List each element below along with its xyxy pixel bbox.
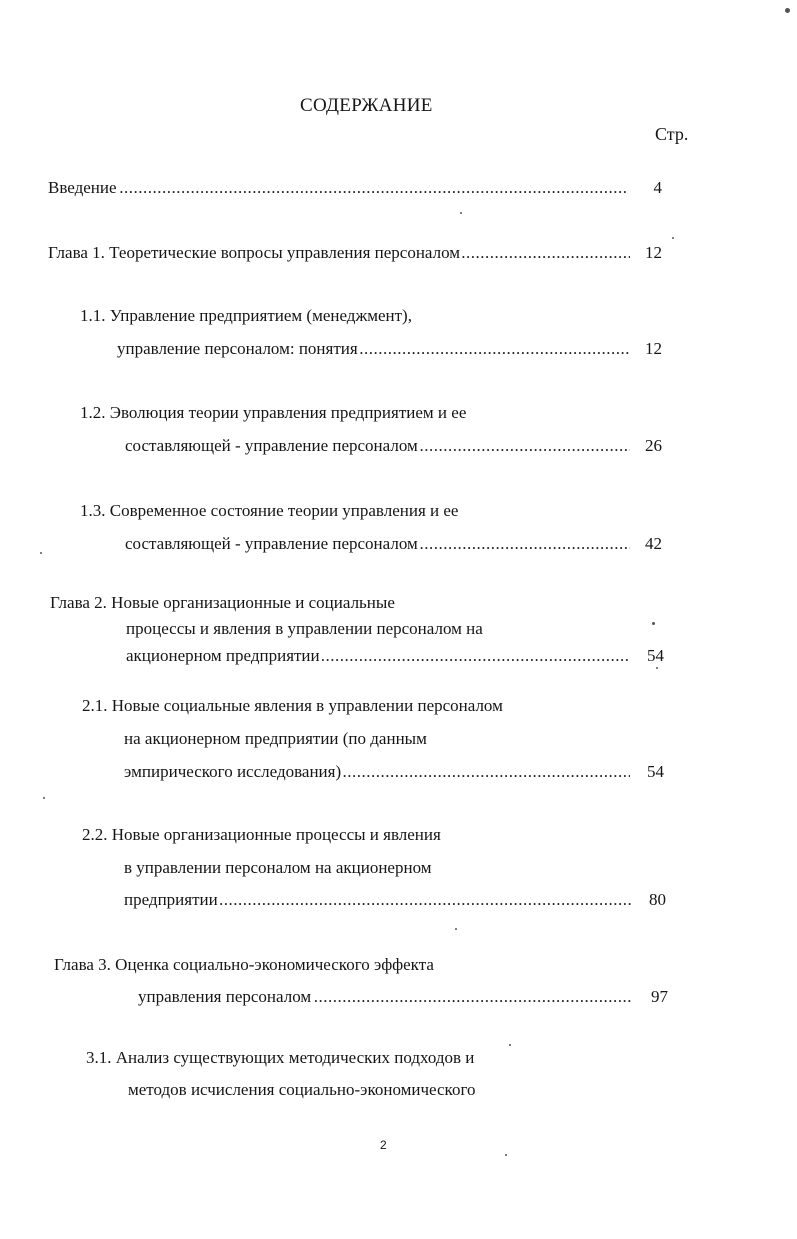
- toc-entry-chapter-3-line-2: [138, 986, 632, 1008]
- toc-entry-page: 54: [647, 762, 664, 781]
- toc-entry-text: составляющей - управление персоналом: [125, 534, 418, 553]
- toc-entry-page: 12: [645, 243, 662, 262]
- toc-entry-introduction: [48, 177, 628, 199]
- scan-speck: [40, 552, 42, 554]
- scan-speck: [785, 8, 790, 13]
- toc-entry-section-1-3-line-2: [125, 533, 630, 555]
- footer-page-number: 2: [380, 1138, 387, 1152]
- toc-entry-text: Глава 1. Теоретические вопросы управления персоналом: [48, 243, 461, 262]
- toc-entry-section-1-2-line-1: 1.2. Эволюция теории управления предприятием и ее: [80, 403, 467, 422]
- toc-entry-section-3-1-line-1: 3.1. Анализ существующих методических подходов и: [86, 1048, 475, 1067]
- toc-entry-page: 4: [653, 178, 662, 197]
- toc-entry-page: 12: [645, 339, 662, 358]
- toc-entry-chapter-3-line-1: Глава 3. Оценка социально-экономического эффекта: [54, 955, 434, 974]
- toc-entry-section-2-2-line-3: [124, 889, 632, 911]
- toc-entry-chapter-2-line-1: Глава 2. Новые организационные и социальные: [50, 593, 395, 612]
- toc-entry-page: 26: [645, 436, 662, 455]
- toc-entry-chapter-2-line-2: процессы и явления в управлении персоналом на: [126, 619, 483, 638]
- toc-entry-page: 80: [649, 890, 666, 909]
- toc-entry-text: составляющей - управление персоналом: [125, 436, 418, 455]
- toc-entry-section-1-1-line-1: 1.1. Управление предприятием (менеджмент),: [80, 306, 412, 325]
- toc-entry-section-2-1-line-3: [124, 761, 630, 783]
- toc-entry-text: управления персоналом: [138, 987, 312, 1006]
- toc-entry-page: 97: [651, 987, 668, 1006]
- toc-entry-chapter-1: [48, 242, 630, 264]
- scan-speck: [43, 797, 45, 799]
- toc-entry-text: эмпирического исследования): [124, 762, 342, 781]
- scan-speck: [656, 667, 658, 669]
- toc-entry-text: Введение: [48, 178, 117, 197]
- toc-entry-text: управление персоналом: понятия: [117, 339, 358, 358]
- toc-entry-section-3-1-line-2: методов исчисления социально-экономического: [128, 1080, 476, 1099]
- toc-entry-page: 54: [647, 646, 664, 665]
- toc-entry-section-1-3-line-1: 1.3. Современное состояние теории управления и ее: [80, 501, 459, 520]
- toc-entry-section-1-2-line-2: [125, 435, 630, 457]
- toc-entry-chapter-2-line-3: [126, 645, 630, 667]
- scan-speck: [672, 237, 674, 239]
- scan-speck: [460, 212, 462, 214]
- scan-speck: [509, 1044, 511, 1046]
- scan-speck: [455, 928, 457, 930]
- scan-speck: [652, 622, 655, 625]
- toc-entry-text: предприятии: [124, 890, 218, 909]
- toc-entry-section-2-1-line-1: 2.1. Новые социальные явления в управлении персоналом: [82, 696, 503, 715]
- toc-entry-section-2-2-line-1: 2.2. Новые организационные процессы и явления: [82, 825, 441, 844]
- page-column-label: Стр.: [655, 124, 689, 144]
- scan-speck: [505, 1154, 507, 1156]
- toc-title: СОДЕРЖАНИЕ: [300, 95, 433, 116]
- toc-entry-section-2-1-line-2: на акционерном предприятии (по данным: [124, 729, 427, 748]
- toc-entry-text: акционерном предприятии: [126, 646, 320, 665]
- toc-entry-page: 42: [645, 534, 662, 553]
- toc-entry-section-1-1-line-2: [117, 338, 630, 360]
- toc-entry-section-2-2-line-2: в управлении персоналом на акционерном: [124, 858, 432, 877]
